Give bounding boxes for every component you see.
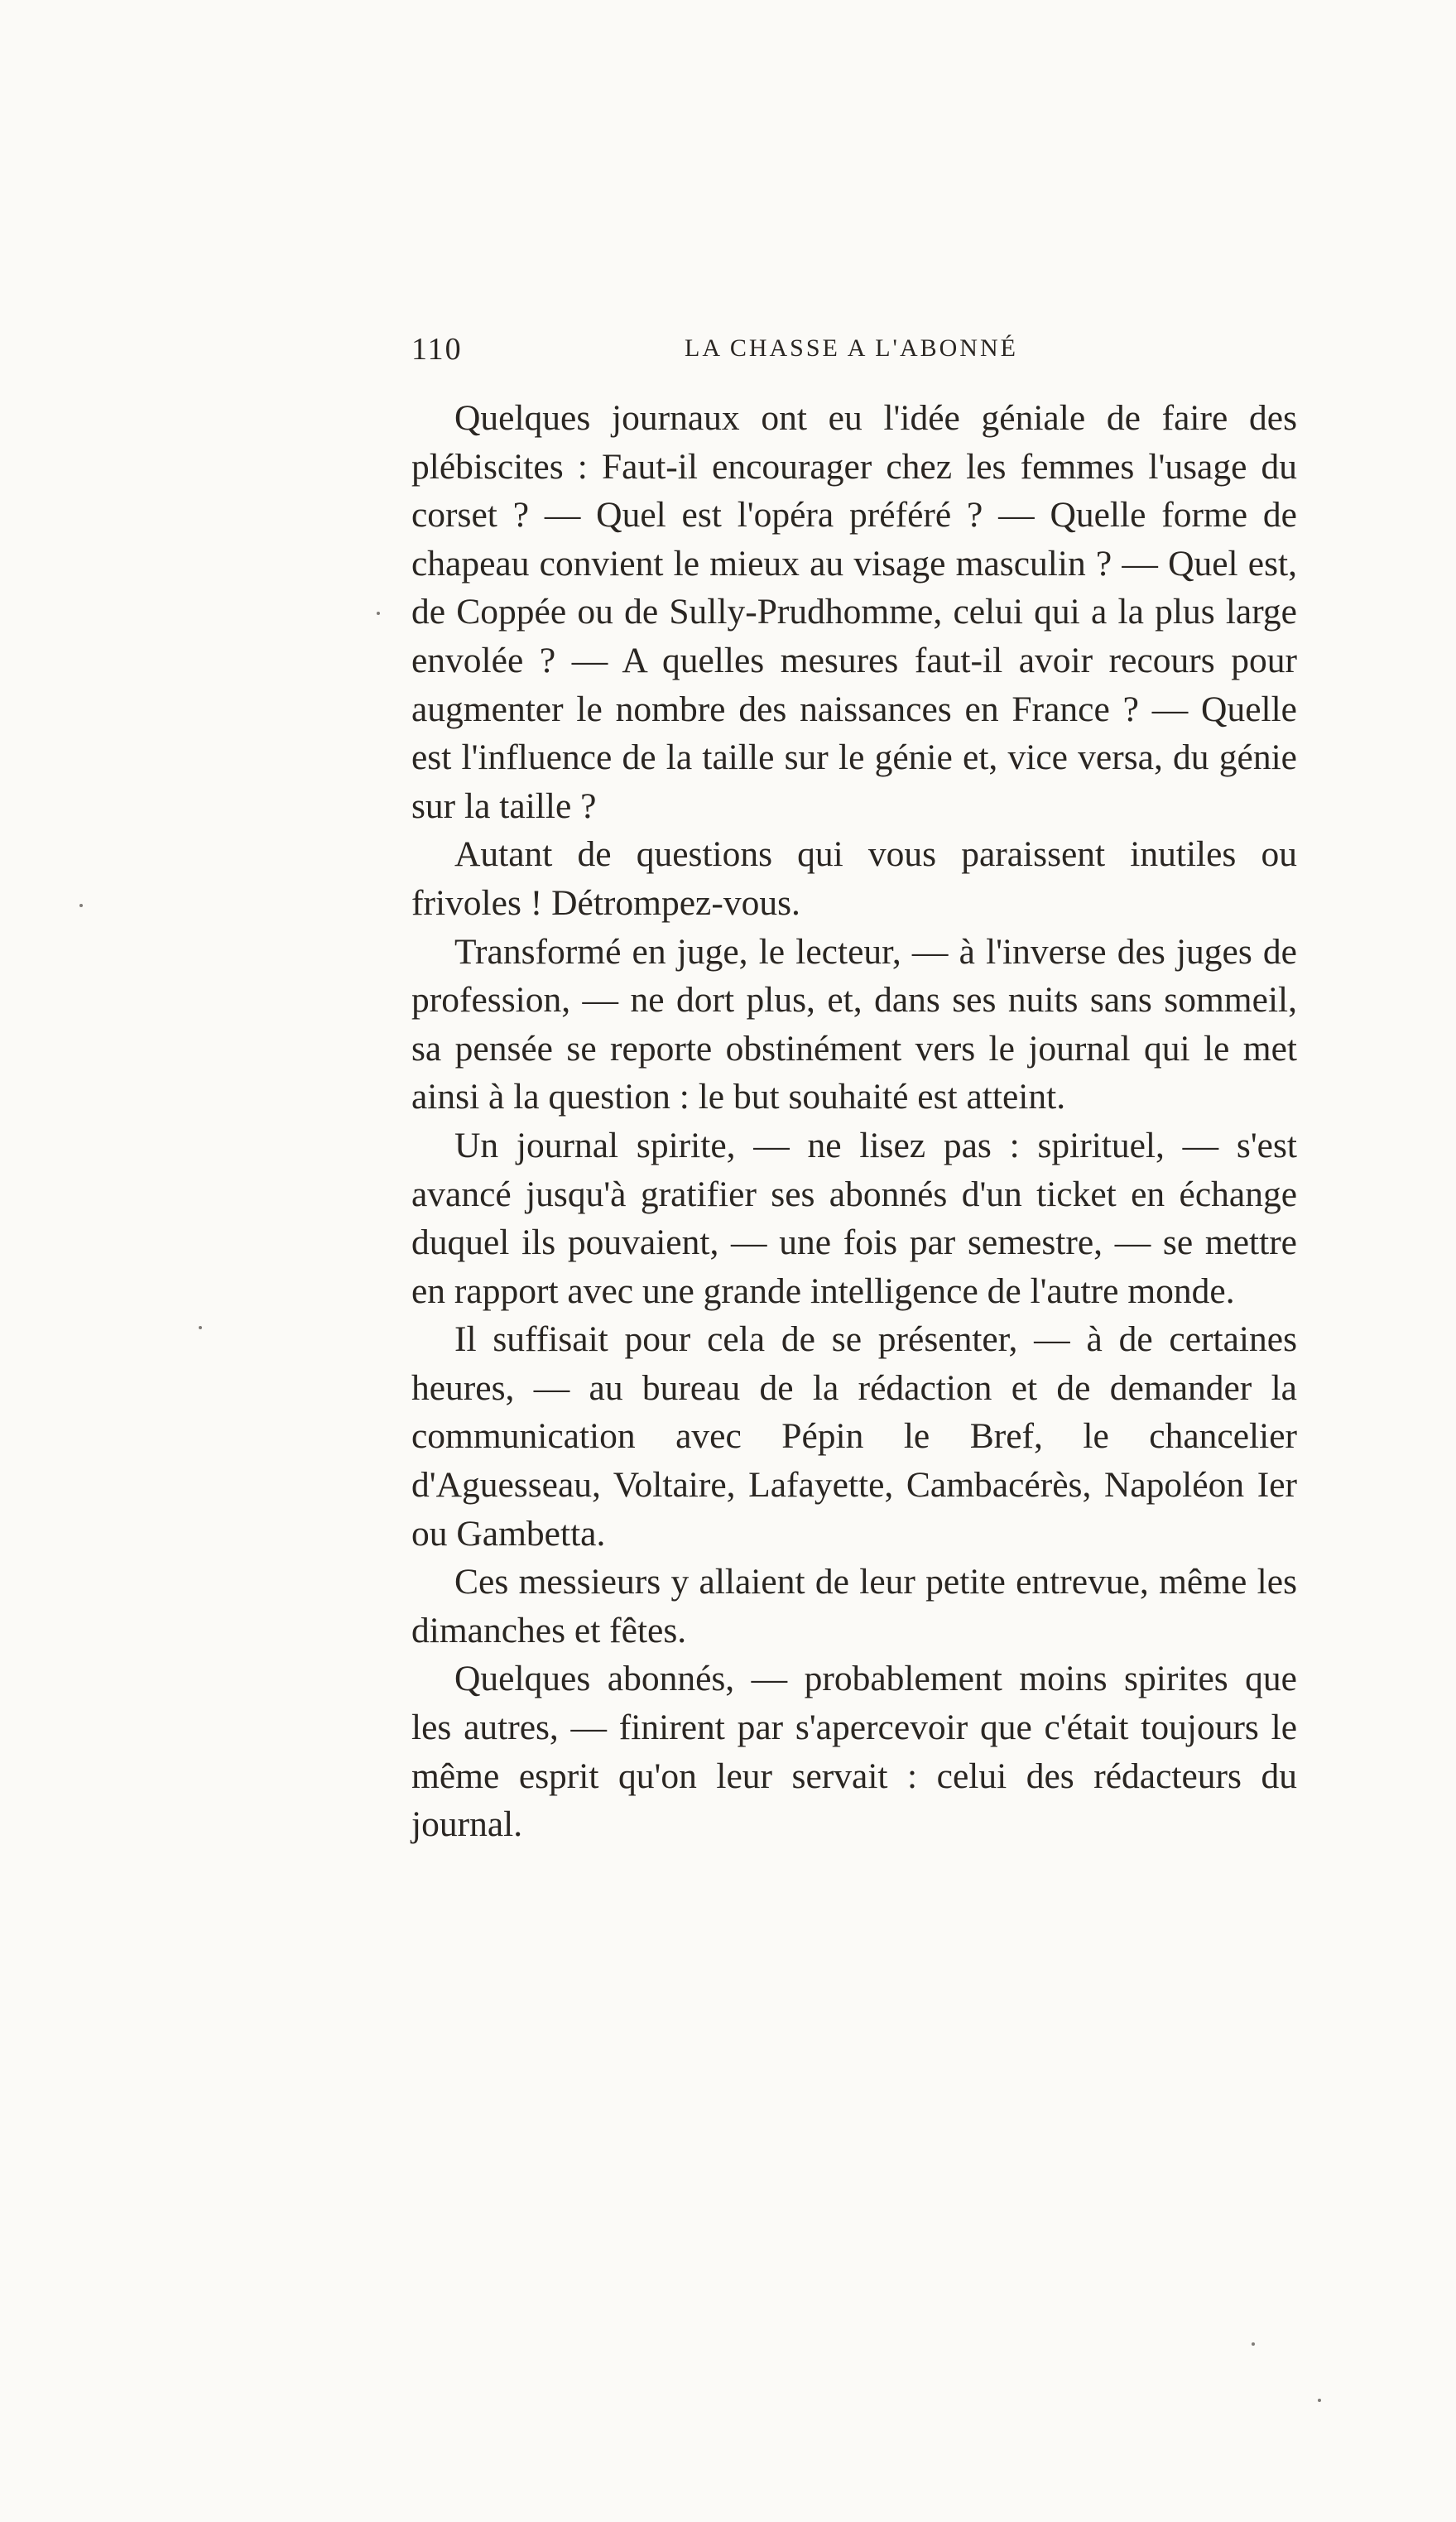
paper-speck: [199, 1326, 202, 1329]
page-number: 110: [411, 332, 463, 367]
paper-speck: [1252, 2342, 1255, 2346]
paragraph: Un journal spirite, — ne lisez pas : spirituel, — s'est avancé jusqu'à gratifier ses abonnés d'un ticket en échange duquel ils pouvaient, — une fois par semestre, — se mettre en rapport avec une grande intelligence de l'autre monde.: [411, 1125, 1297, 1311]
paragraph: Quelques journaux ont eu l'idée géniale de faire des plébiscites : Faut-il encourager chez les femmes l'usage du corset ? — Quel est l'opéra préféré ? — Quelle forme de chapeau convient le mieux au visage masculin ? — Quel est, de Coppée ou de Sully-Prudhomme, celui qui a la plus large envolée ? — A quelles mesures faut-il avoir recours pour augmenter le nombre des naissances en France ? — Quelle est l'influence de la taille sur le génie et, vice versa, du génie sur la taille ?: [411, 398, 1297, 826]
body-text: [411, 394, 1297, 1849]
paragraph: Il suffisait pour cela de se présenter, — à de certaines heures, — au bureau de la rédaction et de demander la communication avec Pépin le Bref, le chancelier d'Aguesseau, Voltaire, Lafayette, Cambacérès, Napoléon Ier ou Gambetta.: [411, 1319, 1297, 1554]
paper-speck: [377, 612, 380, 615]
paragraph: Transformé en juge, le lecteur, — à l'inverse des juges de profession, — ne dort plus, et, dans ses nuits sans sommeil, sa pensée se reporte obstinément vers le journal qui le met ainsi à la question : le but souhaité est atteint.: [411, 931, 1297, 1117]
paragraph: Quelques abonnés, — probablement moins spirites que les autres, — finirent par s'apercevoir que c'était toujours le même esprit qu'on leur servait : celui des rédacteurs du journal.: [411, 1659, 1297, 1845]
paper-speck: [1318, 2399, 1321, 2402]
running-title: LA CHASSE A L'ABONNÉ: [685, 334, 1018, 362]
page-header: [411, 331, 1297, 381]
paragraph: Ces messieurs y allaient de leur petite entrevue, même les dimanches et fêtes.: [411, 1562, 1297, 1650]
paper-speck: [79, 904, 83, 907]
paragraph: Autant de questions qui vous paraissent inutiles ou frivoles ! Détrompez-vous.: [411, 834, 1297, 923]
